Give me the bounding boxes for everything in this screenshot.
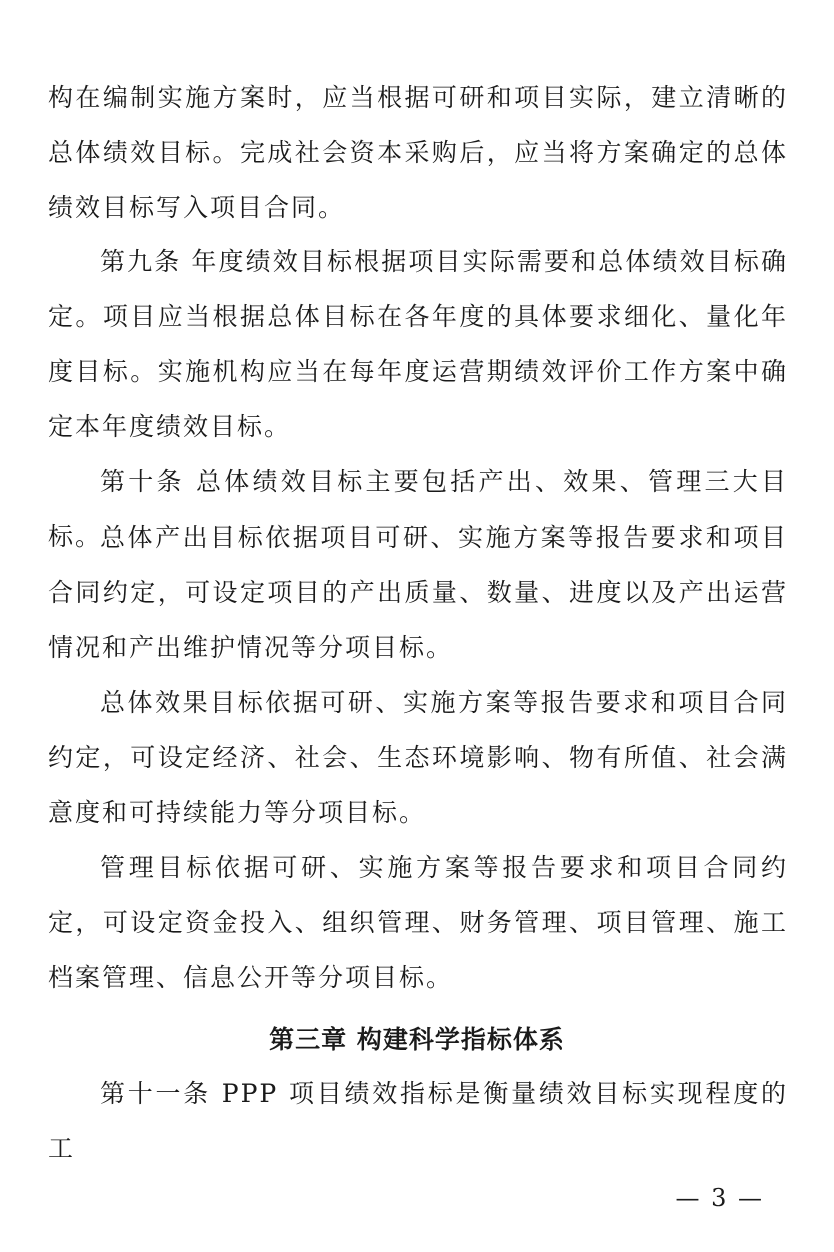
- page-number: — 3 —: [675, 1184, 764, 1212]
- paragraph-article-9: 第九条 年度绩效目标根据项目实际需要和总体绩效目标确定。项目应当根据总体目标在各年度的具体要求细化、量化年度目标。实施机构应当在每年度运营期绩效评价工作方案中确定本年度绩效目标。: [48, 247, 788, 441]
- paragraph-article-10: 第十条 总体绩效目标主要包括产出、效果、管理三大目标。: [48, 467, 788, 551]
- paragraph-output-goals: 总体产出目标依据项目可研、实施方案等报告要求和项目合同约定，可设定项目的产出质量、数量、进度以及产出运营情况和产出维护情况等分项目标。: [48, 523, 788, 662]
- paragraph-effect-goals: 总体效果目标依据可研、实施方案等报告要求和项目合同约定，可设定经济、社会、生态环境影响、物有所值、社会满意度和可持续能力等分项目标。: [48, 688, 788, 827]
- paragraph-management-goals: 管理目标依据可研、实施方案等报告要求和项目合同约定，可设定资金投入、组织管理、财务管理、项目管理、施工档案管理、信息公开等分项目标。: [48, 853, 788, 992]
- paragraph-continuation: 构在编制实施方案时，应当根据可研和项目实际，建立清晰的总体绩效目标。完成社会资本采购后，应当将方案确定的总体绩效目标写入项目合同。: [48, 83, 788, 222]
- chapter-heading: 第三章 构建科学指标体系: [269, 1025, 565, 1054]
- paragraph-article-11: 第十一条 PPP 项目绩效指标是衡量绩效目标实现程度的工: [48, 1079, 788, 1163]
